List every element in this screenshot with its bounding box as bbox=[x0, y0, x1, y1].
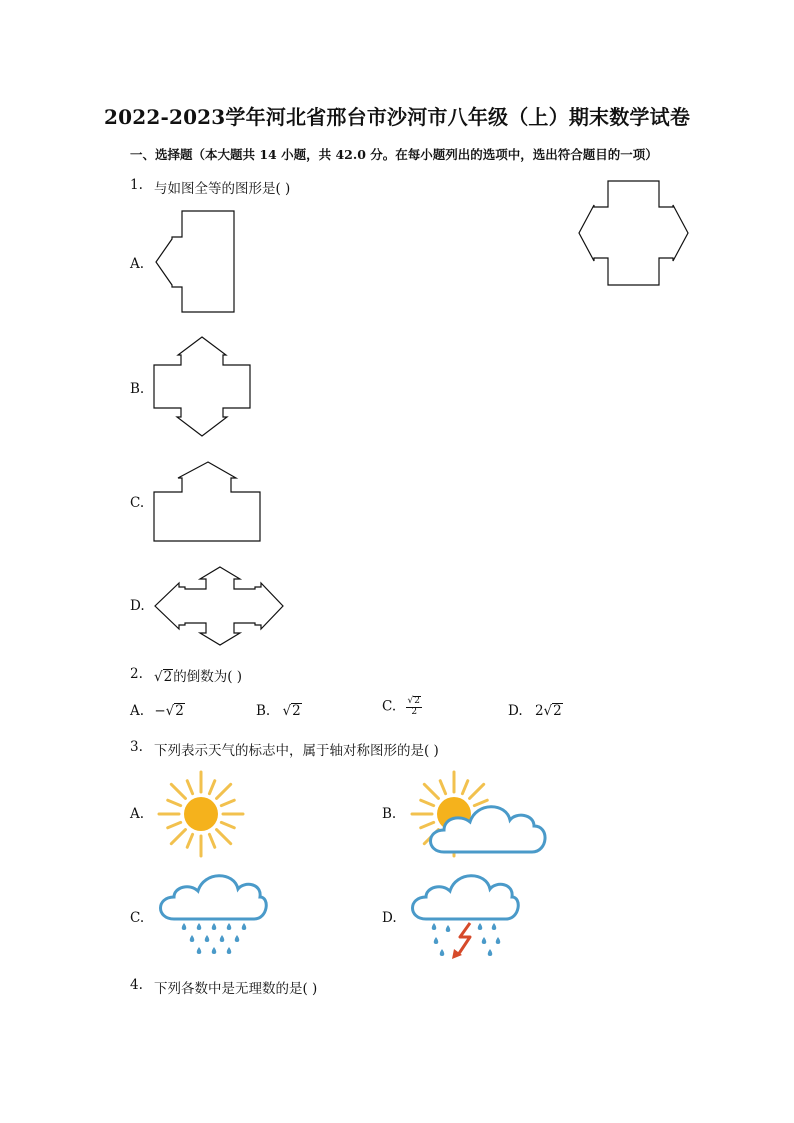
q1-reference-figure bbox=[576, 178, 692, 288]
q3-option-a-label[interactable]: A. bbox=[130, 806, 145, 822]
sun-ray bbox=[462, 781, 467, 794]
rain-drop bbox=[227, 923, 232, 930]
sun-ray bbox=[221, 800, 234, 805]
q3-option-c-rain-cloud-icon[interactable] bbox=[152, 871, 270, 957]
q2-stem-sqrt: √2 bbox=[154, 669, 173, 685]
q4-number: 4. bbox=[130, 977, 143, 993]
q1-option-a-label[interactable]: A. bbox=[130, 256, 145, 272]
q3-text: 下列表示天气的标志中，属于轴对称图形的是( ) bbox=[154, 743, 439, 759]
rain-drop bbox=[478, 923, 483, 930]
rain-drop bbox=[432, 923, 437, 930]
rain-drop bbox=[182, 923, 187, 930]
q4-text: 下列各数中是无理数的是( ) bbox=[154, 981, 318, 997]
q1-number: 1. bbox=[130, 177, 143, 193]
q2-option-c-fraction: $\frac{√2}{2}$ bbox=[407, 696, 420, 718]
q1-text: 与如图全等的图形是( ) bbox=[154, 181, 291, 197]
q1-option-a-figure[interactable] bbox=[152, 209, 238, 315]
rain-drop bbox=[482, 937, 487, 944]
q3-option-b-sun-cloud-icon[interactable] bbox=[408, 768, 548, 860]
rain-drop bbox=[496, 937, 501, 944]
q1-option-c-label[interactable]: C. bbox=[130, 495, 145, 511]
rain-drop bbox=[190, 935, 195, 942]
rain-drop bbox=[197, 923, 202, 930]
sun-ray bbox=[168, 800, 181, 805]
q2-number: 2. bbox=[130, 666, 143, 682]
sun-ray bbox=[187, 781, 192, 794]
q3-option-a-sun-icon[interactable] bbox=[155, 768, 247, 860]
sun-ray bbox=[168, 822, 181, 827]
sun-ray bbox=[171, 784, 185, 798]
rain-drop bbox=[212, 923, 217, 930]
q3-option-d-thunderstorm-icon[interactable] bbox=[404, 871, 522, 963]
rain-drop bbox=[434, 937, 439, 944]
sun-ray bbox=[470, 784, 484, 798]
q1-option-d-label[interactable]: D. bbox=[130, 598, 145, 614]
q2-option-d[interactable]: D. 2√2 bbox=[508, 703, 562, 719]
rain-drop bbox=[235, 935, 240, 942]
sun-ray bbox=[421, 822, 434, 827]
q3-option-c-label[interactable]: C. bbox=[130, 910, 145, 926]
exam-title: 2022-2023学年河北省邢台市沙河市八年级（上）期末数学试卷 bbox=[103, 105, 691, 129]
rain-drop bbox=[197, 947, 202, 954]
sun-ray bbox=[209, 781, 214, 794]
q3-number: 3. bbox=[130, 739, 143, 755]
sun-ray bbox=[171, 830, 185, 844]
sun-ray bbox=[217, 784, 231, 798]
q1-option-c-figure[interactable] bbox=[150, 459, 264, 545]
sun-ray bbox=[217, 830, 231, 844]
q1-option-b-figure[interactable] bbox=[150, 335, 254, 439]
sun-ray bbox=[440, 781, 445, 794]
rain-drop bbox=[205, 935, 210, 942]
q2-option-c[interactable]: C. $\frac{√2}{2}$ bbox=[382, 696, 420, 718]
sun-ray bbox=[221, 822, 234, 827]
sun-ray bbox=[424, 784, 438, 798]
q3-option-b-label[interactable]: B. bbox=[382, 806, 397, 822]
sun-ray bbox=[421, 800, 434, 805]
q3-option-d-label[interactable]: D. bbox=[382, 910, 397, 926]
rain-drop bbox=[492, 923, 497, 930]
q1-option-d-figure[interactable] bbox=[152, 564, 286, 648]
rain-drop bbox=[446, 925, 451, 932]
rain-drop bbox=[212, 947, 217, 954]
section-heading: 一、选择题（本大题共 14 小题，共 42.0 分。在每小题列出的选项中，选出符合题目的一项） bbox=[130, 147, 658, 162]
rain-drop bbox=[220, 935, 225, 942]
rain-drop bbox=[242, 923, 247, 930]
rain-drop bbox=[227, 947, 232, 954]
q1-option-b-label[interactable]: B. bbox=[130, 381, 145, 397]
sun-ray bbox=[209, 834, 214, 847]
q2-stem: √2的倒数为( ) bbox=[154, 669, 243, 685]
sun-ray bbox=[474, 800, 487, 805]
rain-drop bbox=[440, 949, 445, 956]
rain-drop bbox=[488, 949, 493, 956]
sun-ray bbox=[187, 834, 192, 847]
q2-option-a[interactable]: A. −√2 bbox=[130, 703, 184, 719]
q2-option-b[interactable]: B. √2 bbox=[256, 703, 301, 719]
